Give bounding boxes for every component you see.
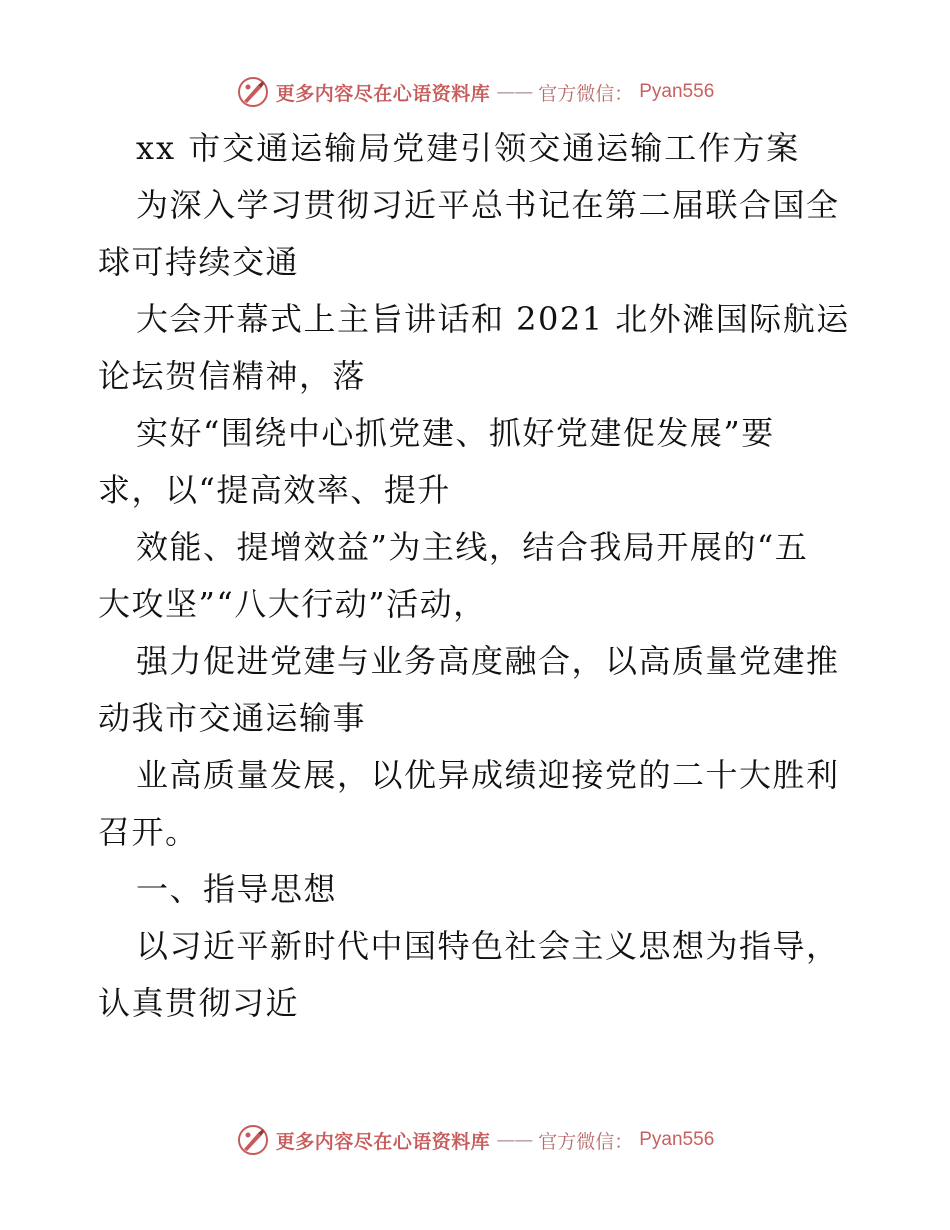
paragraph-line: 业高质量发展，以优异成绩迎接党的二十大胜利	[136, 756, 840, 794]
watermark-dash: ——	[496, 81, 533, 103]
watermark-wechat-label: 官方微信：	[538, 82, 634, 105]
quill-pen-logo-icon	[236, 75, 270, 109]
quill-pen-logo-icon	[236, 1123, 270, 1157]
footer-watermark	[0, 1120, 950, 1160]
paragraph-line: 论坛贺信精神，落	[98, 357, 367, 395]
watermark-dash: ——	[496, 1129, 533, 1151]
paragraph-line: 以习近平新时代中国特色社会主义思想为指导，	[136, 927, 840, 965]
watermark-wechat-label: 官方微信：	[538, 1130, 634, 1153]
document-body	[98, 120, 858, 1032]
paragraph-line: 实好“围绕中心抓党建、抓好党建促发展”要	[136, 414, 775, 452]
watermark-promo-text: 更多内容尽在心语资料库	[275, 82, 491, 105]
paragraph-line: 大攻坚”“八大行动”活动，	[98, 585, 487, 623]
section-heading: 一、指导思想	[136, 870, 338, 908]
paragraph-line: 大会开幕式上主旨讲话和 2021 北外滩国际航运	[136, 300, 850, 338]
paragraph-line: 动我市交通运输事	[98, 699, 367, 737]
watermark-promo-text: 更多内容尽在心语资料库	[275, 1130, 491, 1153]
paragraph-line: 认真贯彻习近	[98, 984, 300, 1022]
paragraph-line: 求，以“提高效率、提升	[98, 471, 451, 509]
paragraph-line: 效能、提增效益”为主线，结合我局开展的“五	[136, 528, 809, 566]
watermark-handle: Pyan556	[639, 1129, 715, 1150]
document-title: xx 市交通运输局党建引领交通运输工作方案	[136, 129, 801, 167]
paragraph-line: 强力促进党建与业务高度融合，以高质量党建推	[136, 642, 840, 680]
header-watermark	[0, 72, 950, 112]
paragraph-line: 召开。	[98, 813, 199, 851]
paragraph-line: 为深入学习贯彻习近平总书记在第二届联合国全	[136, 186, 840, 224]
watermark-handle: Pyan556	[639, 81, 715, 102]
paragraph-line: 球可持续交通	[98, 243, 300, 281]
